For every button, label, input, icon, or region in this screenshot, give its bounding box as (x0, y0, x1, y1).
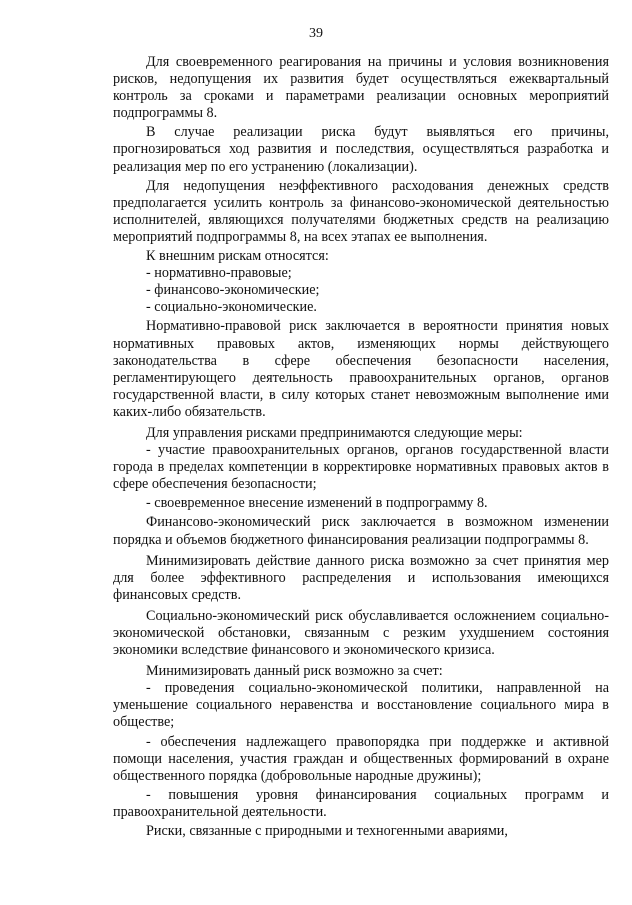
list-item: - социально-экономические. (146, 299, 317, 316)
list-item: - проведения социально-экономической политики, направленной на уменьшение социального неравенства и восстановление социального мира в обществе; (113, 680, 609, 731)
paragraph: Социально-экономический риск обуславливается осложнением социально-экономической обстановки, связанным с резким ухудшением состояния экономики вследствие финансового и экономического кризиса. (113, 607, 609, 659)
paragraph: Минимизировать данный риск возможно за счет: (146, 663, 443, 680)
list-item: - нормативно-правовые; (146, 265, 292, 282)
paragraph: Для своевременного реагирования на причины и условия возникновения рисков, недопущения их развития будет осуществляться ежеквартальный контроль за сроками и параметрами реализации основных мероприятий подпрограммы 8. (113, 54, 609, 122)
paragraph: В случае реализации риска будут выявляться его причины, прогнозироваться ход развития и последствия, осуществляться разработка и реализация мер по его устранению (локализации). (113, 124, 609, 175)
list-item: - своевременное внесение изменений в подпрограмму 8. (146, 495, 488, 512)
list-item: - финансово-экономические; (146, 282, 320, 299)
page-number: 39 (309, 26, 323, 41)
document-body (113, 54, 609, 840)
paragraph: Нормативно-правовой риск заключается в вероятности принятия новых нормативных правовых актов, изменяющих нормы действующего законодательства в сфере обеспечения безопасности населения, регламентирующего деятельность правоохранительных органов, органов государственной власти, в силу которых станет невозможным выполнение ими каких-либо обязательств. (113, 318, 609, 420)
paragraph: Для управления рисками предпринимаются следующие меры: (146, 424, 523, 441)
paragraph: К внешним рискам относятся: (146, 248, 329, 265)
paragraph: Финансово-экономический риск заключается в возможном изменении порядка и объемов бюджетного финансирования реализации подпрограммы 8. (113, 514, 609, 548)
paragraph: Минимизировать действие данного риска возможно за счет принятия мер для более эффективного распределения и использования имеющихся финансовых средств. (113, 552, 609, 603)
list-item: - участие правоохранительных органов, органов государственной власти города в пределах компетенции в корректировке нормативных правовых актов в сфере обеспечения безопасности; (113, 442, 609, 493)
list-item: - повышения уровня финансирования социальных программ и правоохранительной деятельности. (113, 786, 609, 820)
list-item: - обеспечения надлежащего правопорядка при поддержке и активной помощи населения, участия граждан и общественных формирований в охране общественного порядка (добровольные народные дружины); (113, 733, 609, 784)
paragraph: Для недопущения неэффективного расходования денежных средств предполагается усилить контроль за финансово-экономической деятельностью исполнителей, являющихся получателями бюджетных средств на реализацию мероприятий подпрограммы 8, на всех этапах ее выполнения. (113, 177, 609, 245)
paragraph: Риски, связанные с природными и техногенными авариями, (146, 823, 508, 840)
